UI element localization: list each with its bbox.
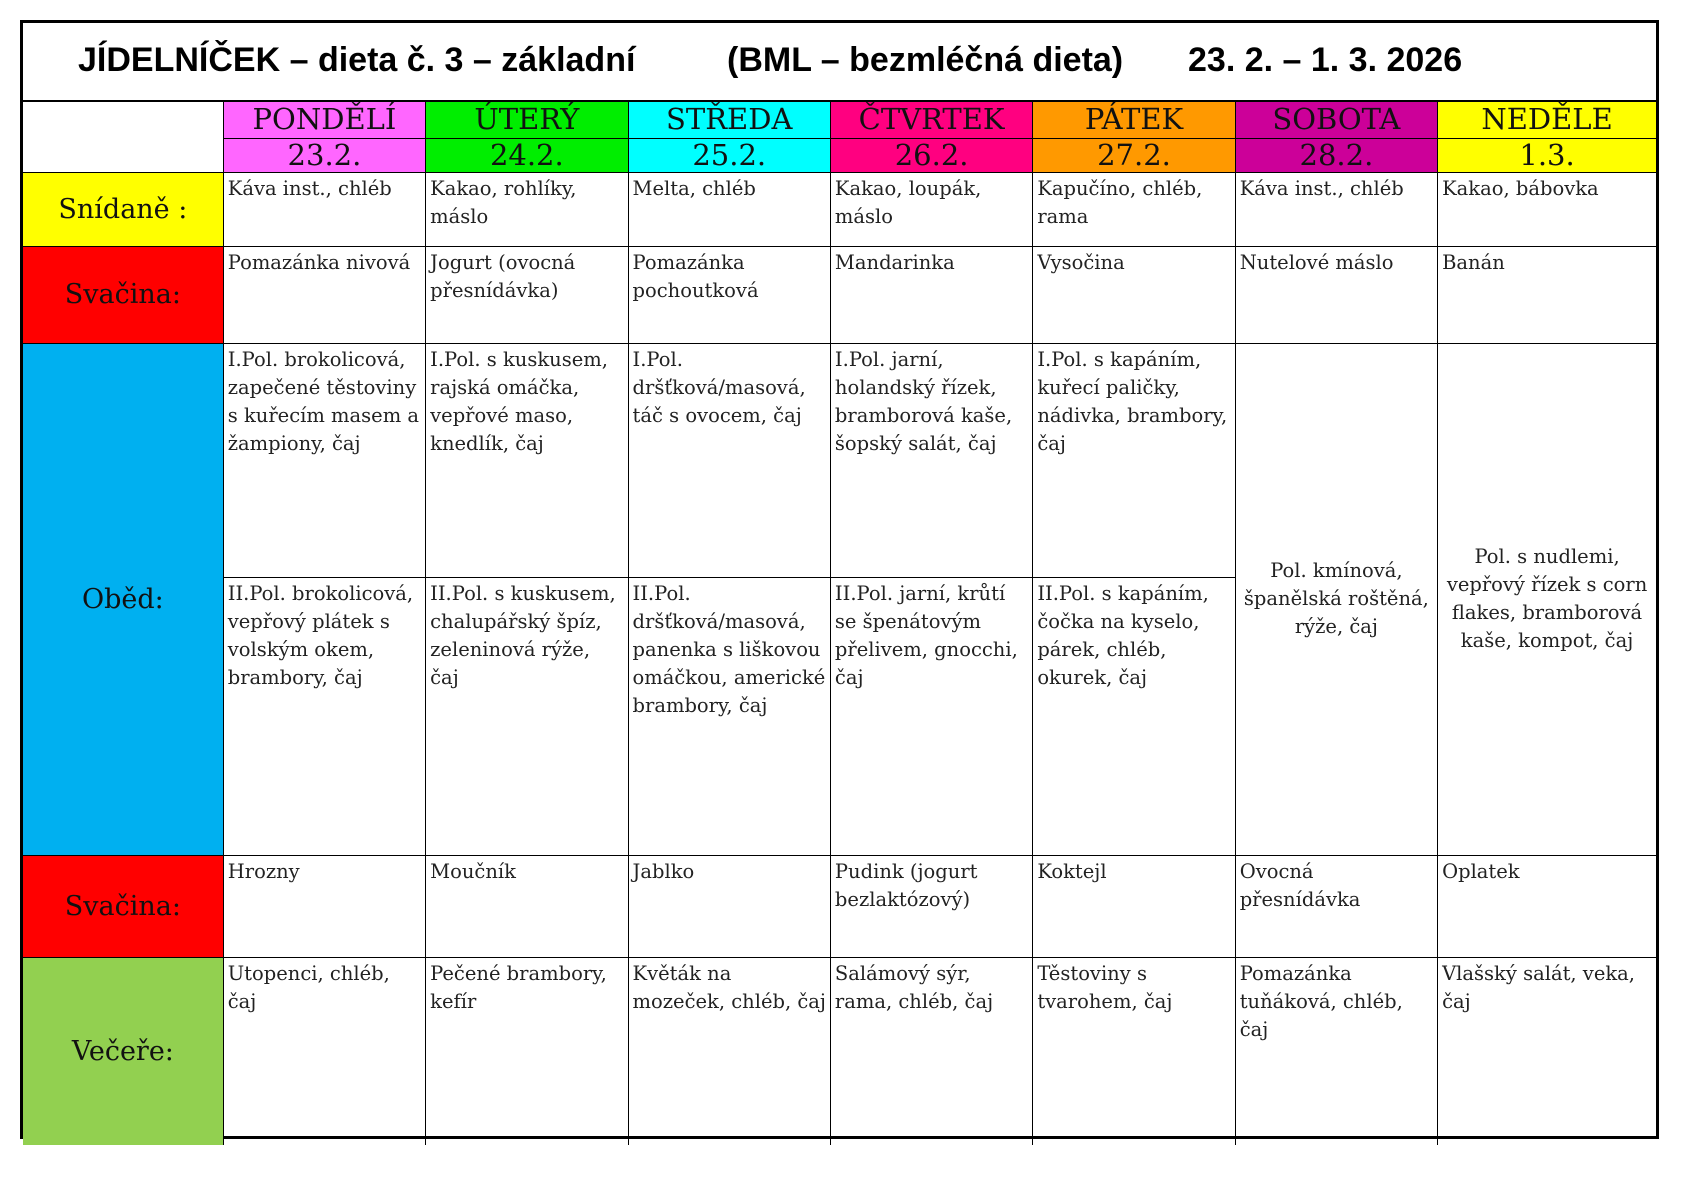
breakfast-label: Snídaně :	[23, 172, 223, 246]
lunch-label: Oběd:	[23, 343, 223, 855]
dinner-tuesday: Pečené brambory, kefír	[426, 957, 628, 1145]
lunch-sunday: Pol. s nudlemi, vepřový řízek s corn flakes, bramborová kaše, kompot, čaj	[1438, 343, 1656, 855]
morning-snack-tuesday: Jogurt (ovocná přesnídávka)	[426, 246, 628, 343]
lunch-option2-thursday: II.Pol. jarní, krůtí se špenátovým přelivem, gnocchi, čaj	[834, 581, 1018, 689]
dinner-row	[23, 957, 1656, 1145]
dinner-saturday: Pomazánka tuňáková, chléb, čaj	[1235, 957, 1437, 1145]
page-title: JÍDELNÍČEK – dieta č. 3 – základní	[78, 41, 636, 79]
morning-snack-wednesday: Pomazánka pochoutková	[628, 246, 830, 343]
afternoon-snack-sunday: Oplatek	[1438, 855, 1656, 957]
morning-snack-saturday: Nutelové máslo	[1235, 246, 1437, 343]
day-name-sunday: NEDĚLE	[1438, 102, 1656, 138]
day-date-friday: 27.2.	[1033, 138, 1235, 172]
dinner-friday: Těstoviny s tvarohem, čaj	[1033, 957, 1235, 1145]
dinner-monday: Utopenci, chléb, čaj	[223, 957, 425, 1145]
lunch-row	[23, 343, 1656, 855]
afternoon-snack-saturday: Ovocná přesnídávka	[1235, 855, 1437, 957]
lunch-saturday: Pol. kmínová, španělská roštěná, rýže, čaj	[1235, 343, 1437, 855]
day-date-sunday: 1.3.	[1438, 138, 1656, 172]
lunch-friday	[1033, 343, 1235, 855]
day-date-wednesday: 25.2.	[628, 138, 830, 172]
breakfast-wednesday: Melta, chléb	[628, 172, 830, 246]
day-name-tuesday: ÚTERÝ	[426, 102, 628, 138]
day-dates-row	[23, 138, 1656, 172]
afternoon-snack-row	[23, 855, 1656, 957]
corner-cell	[23, 102, 223, 172]
breakfast-saturday: Káva inst., chléb	[1235, 172, 1437, 246]
breakfast-thursday: Kakao, loupák, máslo	[830, 172, 1032, 246]
day-date-tuesday: 24.2.	[426, 138, 628, 172]
diet-subtitle: (BML – bezmléčná dieta)	[727, 41, 1124, 79]
lunch-tuesday	[426, 343, 628, 855]
lunch-thursday	[830, 343, 1032, 855]
day-date-monday: 23.2.	[223, 138, 425, 172]
afternoon-snack-friday: Koktejl	[1033, 855, 1235, 957]
afternoon-snack-wednesday: Jablko	[628, 855, 830, 957]
title-bar	[23, 23, 1656, 102]
menu-sheet	[20, 20, 1659, 1139]
menu-table	[23, 102, 1656, 1145]
lunch-option1-monday: I.Pol. brokolicová, zapečené těstoviny s kuřecím masem a žampiony, čaj	[224, 344, 425, 578]
day-date-thursday: 26.2.	[830, 138, 1032, 172]
lunch-option2-tuesday: II.Pol. s kuskusem, chalupářský špíz, zeleninová rýže, čaj	[430, 581, 616, 689]
breakfast-tuesday: Kakao, rohlíky, máslo	[426, 172, 628, 246]
day-name-friday: PÁTEK	[1033, 102, 1235, 138]
morning-snack-label: Svačina:	[23, 246, 223, 343]
day-name-wednesday: STŘEDA	[628, 102, 830, 138]
lunch-option1-wednesday: I.Pol. dršťková/masová, táč s ovocem, čaj	[629, 344, 830, 578]
morning-snack-friday: Vysočina	[1033, 246, 1235, 343]
afternoon-snack-thursday: Pudink (jogurt bezlaktózový)	[830, 855, 1032, 957]
day-date-saturday: 28.2.	[1235, 138, 1437, 172]
day-names-row	[23, 102, 1656, 138]
breakfast-row	[23, 172, 1656, 246]
breakfast-sunday: Kakao, bábovka	[1438, 172, 1656, 246]
morning-snack-monday: Pomazánka nivová	[223, 246, 425, 343]
lunch-option2-wednesday: II.Pol. dršťková/masová, panenka s liškovou omáčkou, americké brambory, čaj	[632, 581, 826, 717]
day-name-saturday: SOBOTA	[1235, 102, 1437, 138]
lunch-option1-thursday: I.Pol. jarní, holandský řízek, bramborová kaše, šopský salát, čaj	[831, 344, 1032, 578]
date-range: 23. 2. – 1. 3. 2026	[1188, 41, 1463, 79]
afternoon-snack-tuesday: Moučník	[426, 855, 628, 957]
afternoon-snack-label: Svačina:	[23, 855, 223, 957]
dinner-thursday: Salámový sýr, rama, chléb, čaj	[830, 957, 1032, 1145]
lunch-wednesday	[628, 343, 830, 855]
morning-snack-sunday: Banán	[1438, 246, 1656, 343]
dinner-label: Večeře:	[23, 957, 223, 1145]
morning-snack-thursday: Mandarinka	[830, 246, 1032, 343]
dinner-sunday: Vlašský salát, veka, čaj	[1438, 957, 1656, 1145]
morning-snack-row	[23, 246, 1656, 343]
afternoon-snack-monday: Hrozny	[223, 855, 425, 957]
day-name-thursday: ČTVRTEK	[830, 102, 1032, 138]
day-name-monday: PONDĚLÍ	[223, 102, 425, 138]
lunch-option2-monday: II.Pol. brokolicová, vepřový plátek s volským okem, brambory, čaj	[227, 581, 414, 689]
lunch-option2-friday: II.Pol. s kapáním, čočka na kyselo, párek, chléb, okurek, čaj	[1037, 581, 1209, 689]
lunch-option1-tuesday: I.Pol. s kuskusem, rajská omáčka, vepřové maso, knedlík, čaj	[426, 344, 627, 578]
lunch-monday	[223, 343, 425, 855]
dinner-wednesday: Květák na mozeček, chléb, čaj	[628, 957, 830, 1145]
breakfast-friday: Kapučíno, chléb, rama	[1033, 172, 1235, 246]
lunch-option1-friday: I.Pol. s kapáním, kuřecí paličky, nádivka, brambory, čaj	[1033, 344, 1234, 578]
breakfast-monday: Káva inst., chléb	[223, 172, 425, 246]
